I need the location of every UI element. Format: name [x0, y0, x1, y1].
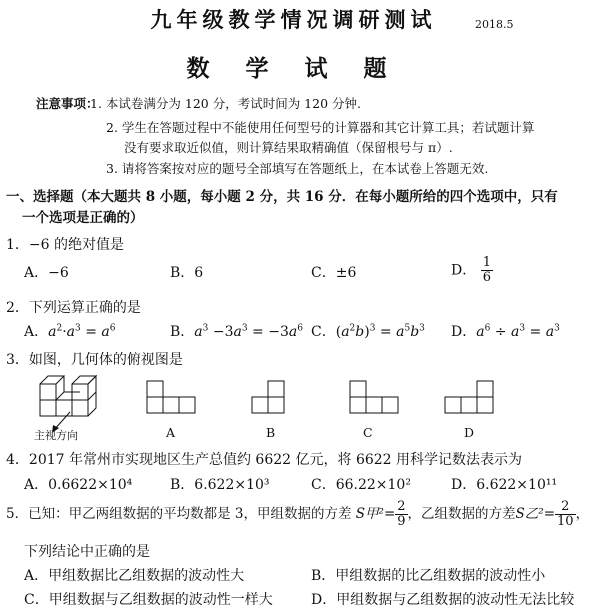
question-1-stem: 1．−6 的绝对值是: [6, 237, 124, 253]
q3-option-a-figure: [146, 380, 198, 416]
notes-label: 注意事项：: [36, 96, 99, 111]
q2-option-c: C．$(a^2b)^3 = a^5b^3$: [311, 323, 425, 340]
exam-date: 2018.5: [475, 18, 514, 31]
note-item-2: 2. 学生在答题过程中不能使用任何型号的计算器和其它计算工具；若试题计算: [106, 120, 535, 135]
exam-title: 九年级教学情况调研测试 2018.5: [150, 7, 514, 32]
q1-option-b: B．6: [170, 265, 204, 281]
fraction: $\frac{1}{6}$: [482, 255, 491, 285]
q1-option-a: A．−6: [24, 265, 69, 281]
q4-option-c: C．66.22×10²: [311, 477, 411, 493]
q3-option-a-label: A: [166, 425, 176, 440]
q2-option-b: B．$a^3 -3a^3 = -3a^6$: [170, 323, 303, 340]
q4-option-d: D．6.622×10¹¹: [451, 477, 558, 493]
main-view-label: 主视方向: [34, 429, 78, 442]
q4-option-a: A．0.6622×10⁴: [24, 477, 133, 493]
q3-option-d-figure: [444, 380, 496, 416]
q3-option-c-label: C: [363, 425, 373, 440]
subject-title: 数 学 试 题: [186, 55, 401, 82]
question-5-stem: 5．已知：甲乙两组数据的平均数都是 3，甲组数据的方差 S甲²= $\frac{2}{9}$ ，乙组数据的方差S乙²= $\frac{2}{10}$ ，: [6, 499, 589, 529]
fraction: $\frac{2}{9}$: [397, 499, 406, 529]
question-4-stem: 4．2017 年常州市实现地区生产总值约 6622 亿元，将 6622 用科学记数法表示为: [6, 452, 523, 468]
note-item-2-cont: 没有要求取近似值，则计算结果取精确值（保留根号与 π）.: [124, 140, 453, 155]
note-item-1: 1. 本试卷满分为 120 分，考试时间为 120 分钟.: [90, 96, 361, 111]
note-item-3: 3. 请将答案按对应的题号全部填写在答题纸上，在本试卷上答题无效.: [106, 161, 489, 176]
q5-option-d: D．甲组数据与乙组数据的波动性无法比较: [311, 592, 575, 608]
q2-option-d: D．$a^6 \div a^3 = a^3$: [451, 323, 560, 340]
section-1-heading: 一、选择题（本大题共 8 小题，每小题 2 分，共 16 分．在每小题所给的四个选项中，只有: [6, 189, 558, 205]
q5-option-b: B．甲组数据的比乙组数据的波动性小: [311, 568, 546, 584]
q2-option-a: A．$a^2\cdot a^3 = a^6$: [24, 323, 116, 340]
question-5-line2: 下列结论中正确的是: [24, 544, 150, 560]
question-2-stem: 2．下列运算正确的是: [6, 300, 141, 316]
q5-option-c: C．甲组数据与乙组数据的波动性一样大: [24, 592, 273, 608]
q1-option-c: C．±6: [311, 265, 357, 281]
q4-option-b: B．6.622×10³: [170, 477, 270, 493]
q1-option-d: D． $\frac{1}{6}$: [451, 255, 491, 285]
q5-option-a: A．甲组数据比乙组数据的波动性大: [24, 568, 245, 584]
fraction: $\frac{2}{10}$: [557, 499, 574, 529]
question-3-stem: 3．如图，几何体的俯视图是: [6, 352, 183, 368]
q3-option-b-label: B: [266, 425, 276, 440]
q3-option-c-figure: [349, 380, 401, 416]
section-1-heading-cont: 一个选项是正确的）: [22, 210, 144, 226]
q3-option-d-label: D: [464, 425, 475, 440]
q3-option-b-figure: [251, 380, 289, 416]
